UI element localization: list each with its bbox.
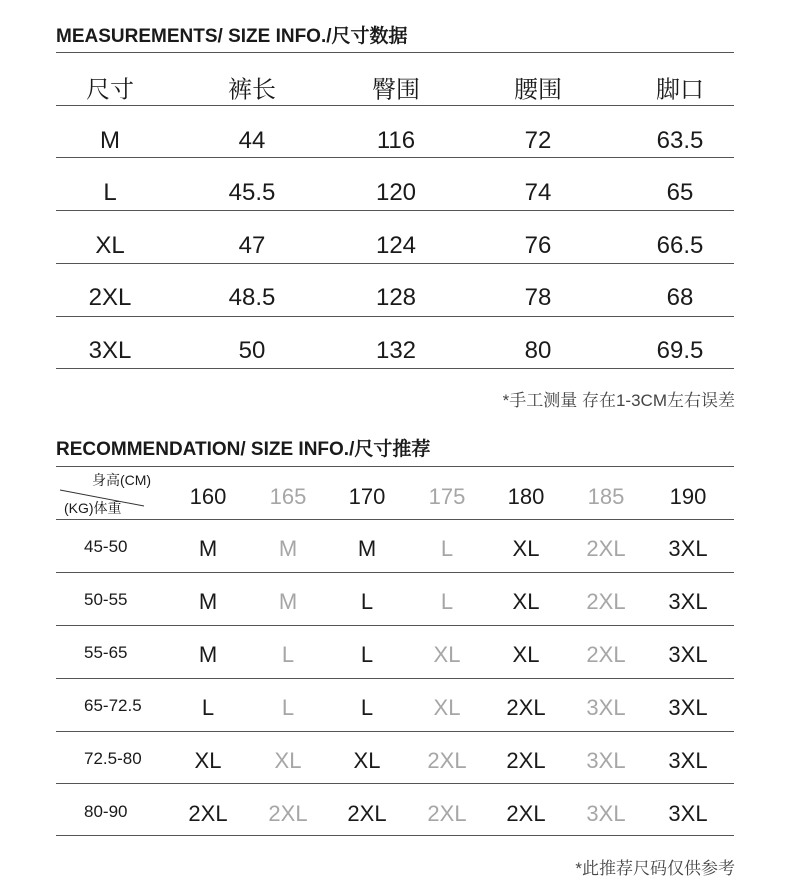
- measurements-header-cell: 臀围: [372, 76, 420, 104]
- recommended-size-cell: M: [357, 536, 377, 561]
- measurements-cell: 78: [524, 284, 552, 311]
- recommended-size-cell: L: [281, 695, 295, 720]
- measurements-row-rule: [56, 368, 734, 369]
- recommendation-row-rule: [56, 783, 734, 784]
- measurements-cell: 120: [375, 179, 417, 206]
- recommended-size-cell: XL: [433, 642, 461, 667]
- recommended-size-cell: 3XL: [586, 748, 626, 773]
- recommended-size-cell: L: [360, 695, 374, 720]
- recommended-size-cell: M: [198, 642, 218, 667]
- recommended-size-cell: 2XL: [347, 801, 387, 826]
- weight-range-cell: 50-55: [84, 590, 128, 609]
- measurements-cell: 48.5: [228, 284, 276, 311]
- weight-range-cell: 45-50: [84, 537, 128, 556]
- recommended-size-cell: M: [198, 589, 218, 614]
- measurements-row-rule: [56, 316, 734, 317]
- recommended-size-cell: 2XL: [586, 642, 626, 667]
- recommended-size-cell: L: [201, 695, 215, 720]
- recommended-size-cell: XL: [512, 642, 540, 667]
- measurements-header-rule: [56, 105, 734, 106]
- recommendation-row-rule: [56, 678, 734, 679]
- recommended-size-cell: 3XL: [668, 642, 708, 667]
- measurements-top-rule: [56, 52, 734, 53]
- measurements-cell: 50: [238, 337, 266, 364]
- weight-range-cell: 80-90: [84, 802, 128, 821]
- measurements-cell: 2XL: [88, 284, 132, 311]
- recommended-size-cell: L: [281, 642, 295, 667]
- recommendation-note: *此推荐尺码仅供参考: [575, 859, 735, 878]
- measurements-cell: 44: [238, 127, 266, 154]
- recommended-size-cell: M: [278, 536, 298, 561]
- recommended-size-cell: 2XL: [188, 801, 228, 826]
- recommended-size-cell: XL: [512, 536, 540, 561]
- measurements-cell: 68: [666, 284, 694, 311]
- measurements-row-rule: [56, 263, 734, 264]
- measurements-cell: 63.5: [656, 127, 704, 154]
- height-header-cell: 170: [348, 484, 386, 509]
- weight-range-cell: 55-65: [84, 643, 128, 662]
- measurements-cell: 76: [524, 232, 552, 259]
- recommended-size-cell: 3XL: [668, 536, 708, 561]
- recommended-size-cell: 2XL: [506, 748, 546, 773]
- measurements-cell: 3XL: [88, 337, 132, 364]
- measurements-row-rule: [56, 210, 734, 211]
- recommended-size-cell: 3XL: [586, 695, 626, 720]
- recommendation-top-rule: [56, 466, 734, 467]
- recommended-size-cell: 3XL: [668, 589, 708, 614]
- recommended-size-cell: XL: [353, 748, 381, 773]
- height-header-cell: 160: [189, 484, 227, 509]
- recommended-size-cell: 2XL: [268, 801, 308, 826]
- height-header-cell: 165: [269, 484, 307, 509]
- recommendation-row-rule: [56, 835, 734, 836]
- height-header-cell: 185: [587, 484, 625, 509]
- measurements-cell: 80: [524, 337, 552, 364]
- recommendation-row-rule: [56, 572, 734, 573]
- recommended-size-cell: M: [198, 536, 218, 561]
- recommendation-header-rule: [56, 519, 734, 520]
- recommended-size-cell: M: [278, 589, 298, 614]
- recommendation-row-rule: [56, 625, 734, 626]
- recommended-size-cell: 2XL: [506, 801, 546, 826]
- recommended-size-cell: XL: [194, 748, 222, 773]
- measurements-cell: 45.5: [228, 179, 276, 206]
- weight-axis-label: (KG)体重: [64, 500, 122, 516]
- recommended-size-cell: L: [440, 589, 454, 614]
- recommended-size-cell: L: [360, 589, 374, 614]
- measurements-header-cell: 裤长: [228, 76, 276, 104]
- height-axis-label: 身高(CM): [92, 472, 152, 488]
- recommended-size-cell: XL: [274, 748, 302, 773]
- measurements-cell: 128: [375, 284, 417, 311]
- measurements-cell: M: [100, 127, 120, 154]
- measurements-cell: 65: [666, 179, 694, 206]
- measurements-cell: 116: [376, 127, 416, 154]
- recommended-size-cell: 2XL: [427, 748, 467, 773]
- measurements-cell: 132: [375, 337, 417, 364]
- measurements-cell: 72: [524, 127, 552, 154]
- recommendation-row-rule: [56, 731, 734, 732]
- height-header-cell: 180: [507, 484, 545, 509]
- recommended-size-cell: 2XL: [586, 589, 626, 614]
- measurements-note: *手工测量 存在1-3CM左右误差: [502, 391, 735, 410]
- measurements-cell: L: [103, 179, 117, 206]
- measurements-cell: XL: [95, 232, 125, 259]
- recommended-size-cell: 2XL: [586, 536, 626, 561]
- measurements-cell: 69.5: [656, 337, 704, 364]
- measurements-row-rule: [56, 157, 734, 158]
- recommendation-title: RECOMMENDATION/ SIZE INFO./尺寸推荐: [56, 439, 431, 460]
- recommended-size-cell: L: [440, 536, 454, 561]
- recommended-size-cell: XL: [512, 589, 540, 614]
- height-header-cell: 175: [428, 484, 466, 509]
- measurements-header-cell: 脚口: [656, 76, 704, 104]
- weight-range-cell: 65-72.5: [84, 696, 142, 715]
- weight-range-cell: 72.5-80: [84, 749, 142, 768]
- recommended-size-cell: XL: [433, 695, 461, 720]
- recommended-size-cell: 3XL: [668, 801, 708, 826]
- measurements-header-cell: 尺寸: [86, 76, 134, 104]
- measurements-title: MEASUREMENTS/ SIZE INFO./尺寸数据: [56, 26, 408, 47]
- recommended-size-cell: 2XL: [427, 801, 467, 826]
- measurements-cell: 47: [238, 232, 266, 259]
- measurements-cell: 66.5: [656, 232, 704, 259]
- recommended-size-cell: 3XL: [668, 695, 708, 720]
- height-header-cell: 190: [669, 484, 707, 509]
- measurements-cell: 74: [524, 179, 552, 206]
- recommended-size-cell: 2XL: [506, 695, 546, 720]
- measurements-cell: 124: [375, 232, 417, 259]
- recommended-size-cell: 3XL: [586, 801, 626, 826]
- recommended-size-cell: L: [360, 642, 374, 667]
- recommended-size-cell: 3XL: [668, 748, 708, 773]
- measurements-header-cell: 腰围: [514, 76, 562, 104]
